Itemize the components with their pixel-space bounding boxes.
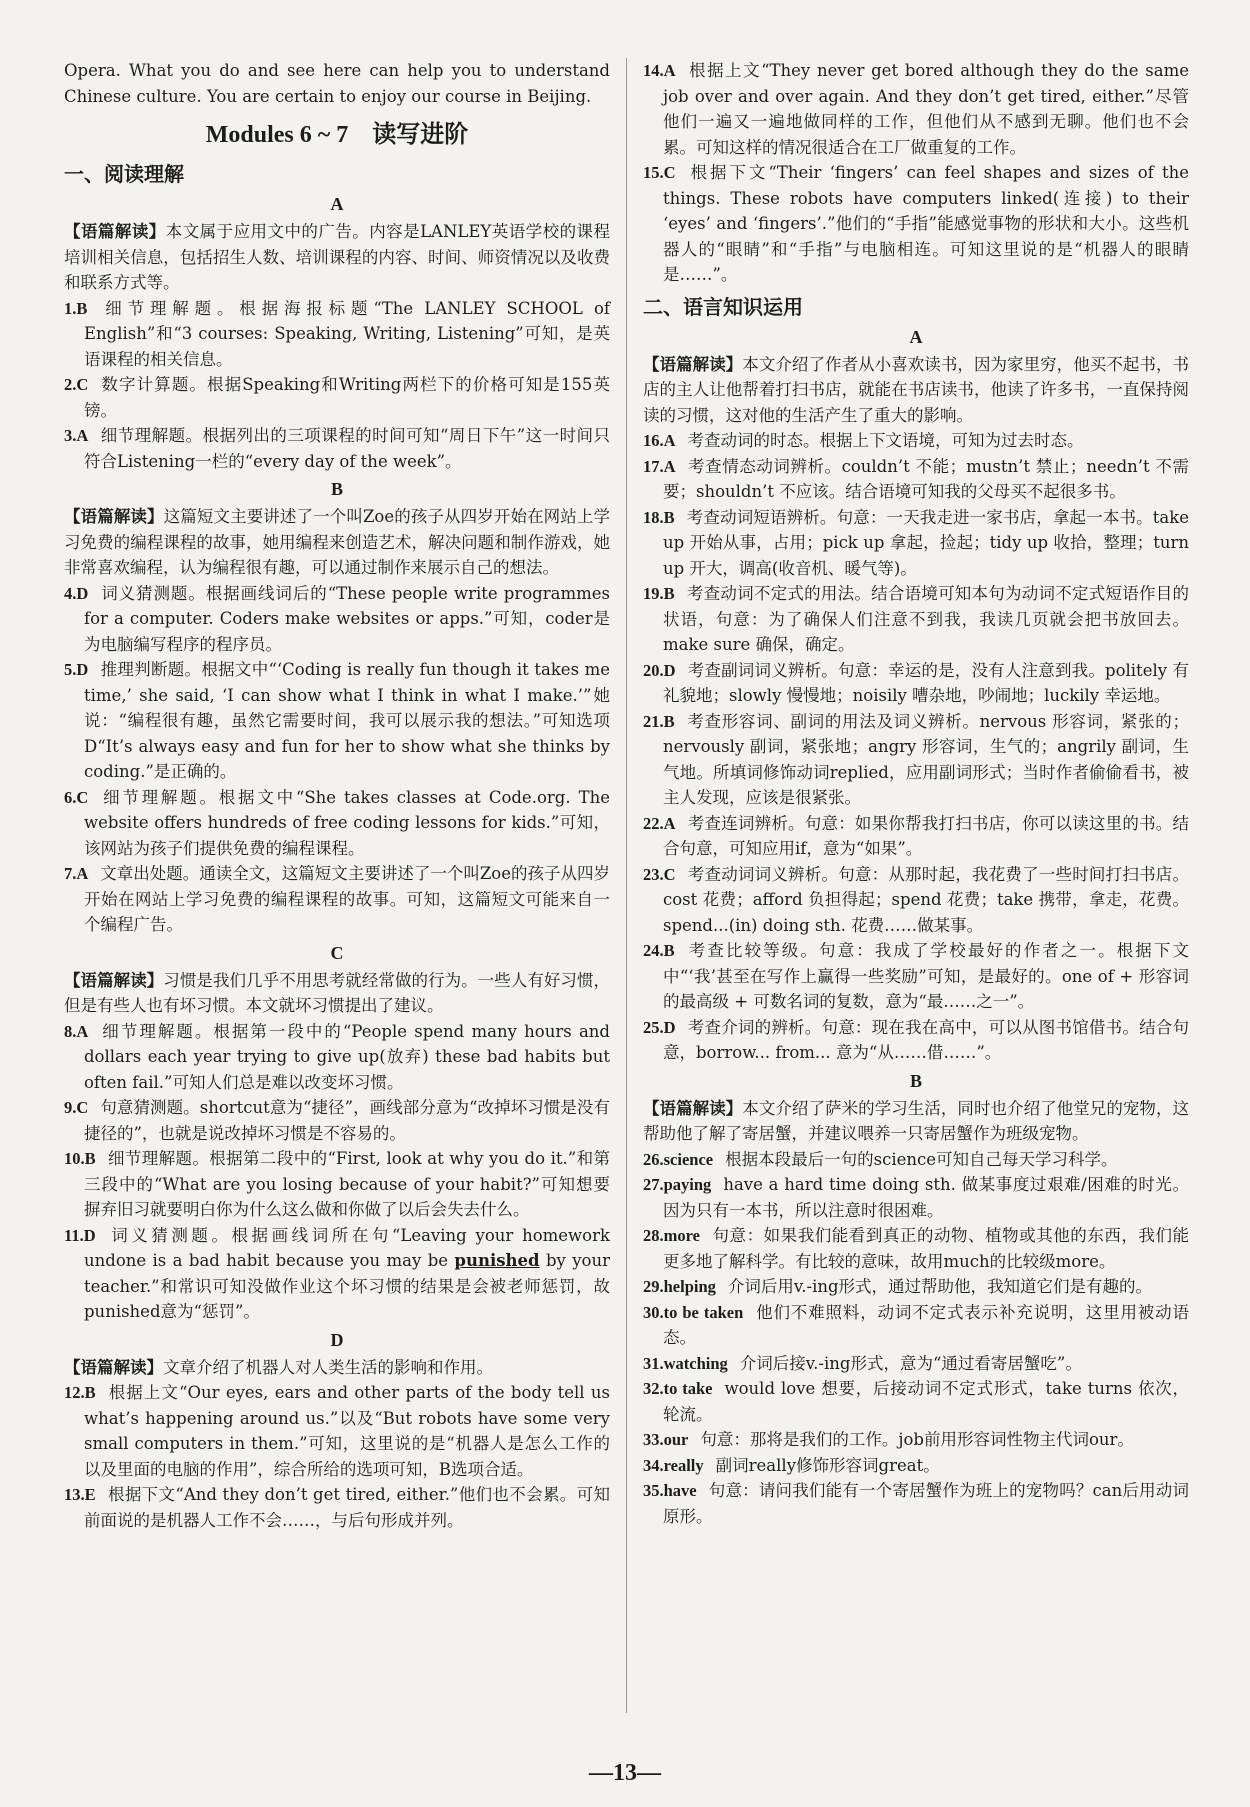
analysis-tag: 【语篇解读】 [64,222,166,241]
analysis-tag: 【语篇解读】 [64,1357,163,1377]
analysis-tag: 【语篇解读】 [64,507,164,526]
analysis-text: 文章介绍了机器人对人类生活的影响和作用。 [163,1357,493,1377]
item-text: 句意：请问我们能有一个寄居蟹作为班上的宠物吗？can后用动词原形。 [663,1481,1189,1526]
item-text: 句意：那将是我们的工作。job前用形容词性物主代词our。 [700,1430,1134,1449]
item-text: 考查形容词、副词的用法及词义辨析。nervous 形容词，紧张的；nervously 副词，紧张地；angry 形容词，生气的；angrily 副词，生气地。所填词修饰动词replied，应用副词形式；当时作者偷偷看书，被主人发现，应该是很紧张。 [663,711,1189,807]
item-answer: B [663,507,675,527]
passage-letter-a: A [330,194,344,214]
item-text: 考查情态动词辨析。couldn’t 不能；mustn’t 禁止；needn’t 不需要；shouldn’t 不应该。结合语境可知我的父母买不起很多书。 [663,456,1189,501]
item-answer: B [663,941,675,960]
answer-item [643,938,1189,1015]
item-text: would love 想要，后接动词不定式形式，take turns 依次，轮流。 [663,1379,1189,1424]
item-text: 考查副词词义辨析。句意：幸运的是，没有人注意到我。politely 有礼貌地；slowly 慢慢地；noisily 嘈杂地，吵闹地；luckily 幸运地。 [663,660,1189,705]
item-number: 11. [64,1225,84,1245]
answer-list [64,581,610,938]
analysis-text: 习惯是我们几乎不用思考就经常做的行为。一些人有好习惯，但是有些人也有坏习惯。本文就坏习惯提出了建议。 [64,970,610,1015]
answer-item [64,581,610,658]
item-number: 16. [643,431,664,450]
passage-letter-d: D [330,1329,344,1350]
passage-letter-c: C [330,942,344,963]
item-text: 根据下文“Their ‘fingers’ can feel shapes and sizes of the things. These robots have computers linked(连接) to their ‘eyes’ and ‘fingers’.”他们的“手指”能感觉事物的形状和大小。这些机器人的“眼睛”和“手指”与电脑相连。可知这里说的是“机器人的眼睛是……”。 [663,163,1189,284]
answer-item [643,1427,1189,1453]
item-number: 9. [64,1098,77,1117]
item-answer: D [663,1017,676,1037]
item-answer: E [84,1485,96,1504]
item-answer: paying [663,1175,712,1194]
answer-item [64,372,610,423]
item-answer: really [663,1455,704,1475]
item-number: 14. [643,61,664,80]
answer-item [64,861,610,938]
item-answer: D [83,1225,96,1245]
item-number: 27. [643,1175,664,1194]
section-title-language: 二、语言知识运用 [643,294,803,319]
item-number: 4. [64,583,77,603]
answer-item [643,658,1189,709]
item-number: 32. [643,1379,664,1398]
passage-analysis [64,219,610,296]
page-number: —13— [589,1760,661,1786]
item-text: 细节理解题。根据文中“She takes classes at Code.org. The website offers hundreds of free coding lessons for kids.”可知，该网站为孩子们提供免费的编程课程。 [84,787,610,858]
item-answer: our [663,1430,689,1449]
item-answer: C [76,375,89,394]
passage-analysis [64,1355,610,1381]
item-text: 考查动词词义辨析。句意：从那时起，我花费了一些时间打扫书店。cost 花费；afford 负担得起；spend 花费；take 携带，拿走，花费。spend...(in) doing sth. 花费……做某事。 [663,864,1189,935]
item-number: 22. [643,813,664,833]
section-title-reading: 一、阅读理解 [64,162,184,186]
item-text: 介词后接v.-ing形式，意为“通过看寄居蟹吃”。 [739,1353,1082,1373]
answer-item [643,160,1189,288]
item-text: 介词后用v.-ing形式，通过帮助他，我知道它们是有趣的。 [727,1277,1153,1296]
item-number: 13. [64,1485,85,1504]
answer-item [643,428,1189,454]
item-answer: D [76,660,89,679]
item-number: 17. [643,456,664,476]
analysis-text: 这篇短文主要讲述了一个叫Zoe的孩子从四岁开始在网站上学习免费的编程课程的故事，她用编程来创造艺术，解决问题和制作游戏，她非常喜欢编程，认为编程很有趣，可以通过制作来展示自己的想法。 [64,507,611,577]
item-number: 23. [643,864,664,884]
item-text: have a hard time doing sth. 做某事度过艰难/困难的时光。因为只有一本书，所以注意时很困难。 [663,1175,1189,1220]
item-answer: A [76,864,89,883]
analysis-tag: 【语篇解读】 [643,354,743,374]
item-answer: B [84,1383,96,1402]
answer-item [643,1223,1189,1274]
answer-item [643,58,1189,160]
answer-item [643,1300,1189,1351]
answer-list [64,296,610,475]
item-text: 细节理解题。根据第一段中的“People spend many hours and dollars each year trying to give up(放弃) these bad habits but often fail.”可知人们总是难以改变坏习惯。 [84,1021,610,1092]
item-answer: to be taken [663,1302,744,1322]
item-text: 根据上文“Our eyes, ears and other parts of the body tell us what’s happening around us.”以及“But robots have some very small computers in them.”可知，这里说的是“机器人是怎么工作的以及里面的电脑的作用”，综合所给的选项可知，B选项合适。 [84,1383,610,1479]
answer-item [64,1146,610,1223]
item-text: 推理判断题。根据文中“‘Coding is really fun though it takes me time,’ she said, ‘I can show what I think in what I make.’”她说：“编程很有趣，虽然它需要时间，我可以展示我的想法。”可知选项D“It’s always easy and fun for her to show what she thinks by coding.”是正确的。 [84,660,610,781]
answer-list [64,1019,610,1223]
item-number: 30. [643,1302,664,1322]
answer-item [643,454,1189,505]
answer-item [643,709,1189,811]
item-text: 根据下文“And they don’t get tired, either.”他们也不会累。可知前面说的是机器人工作不会……，与后句形成并列。 [84,1485,610,1530]
passage-analysis [643,352,1189,429]
item-number: 20. [643,660,664,680]
passage-analysis [64,968,610,1019]
item-answer: B [663,711,675,731]
answer-item [643,811,1189,862]
item-text: 副词really修饰形容词great。 [715,1455,940,1475]
item-text: 词义猜测题。根据画线词所在句“Leaving your homework undone is a bad habit because you may be [84,1225,610,1270]
item-answer: B [76,298,88,318]
item-text: 他们不难照料，动词不定式表示补充说明，这里用被动语态。 [663,1302,1190,1347]
item-answer: C [663,864,676,884]
answer-item [64,657,610,785]
item-number: 24. [643,941,664,960]
item-text: 句意：如果我们能看到真正的动物、植物或其他的东西，我们能更多地了解科学。有比较的意味，故用much的比较级more。 [663,1226,1189,1271]
item-answer: B [663,584,675,603]
item-number: 19. [643,584,664,603]
item-text: 根据上文“They never get bored although they do the same job over and over again. And they don’t get tired, either.”尽管他们一遍又一遍地做同样的工作，但他们从不感到无聊。他们也不会累。可知这样的情况很适合在工厂做重复的工作。 [663,61,1189,157]
answer-item [643,581,1189,658]
answer-item [643,1147,1189,1173]
item-number: 6. [64,787,77,807]
answer-item [64,1095,610,1146]
item-number: 15. [643,163,664,182]
item-number: 10. [64,1149,85,1168]
item-number: 35. [643,1481,664,1500]
item-answer: have [663,1481,697,1500]
item-number: 33. [643,1430,664,1449]
answer-item [643,1351,1189,1377]
item-text: 考查比较等级。句意：我成了学校最好的作者之一。根据下文中“‘我’甚至在写作上赢得一些奖励”可知，是最好的。one of + 形容词的最高级 + 可数名词的复数，意为“最……之一”。 [663,941,1189,1011]
item-answer: D [663,660,676,680]
intro-text: Opera. What you do and see here can help you to understand Chinese culture. You are certain to enjoy our course in Beijing. [64,61,610,106]
item-answer: B [84,1149,96,1168]
item-answer: C [663,163,676,182]
item-answer: C [76,1098,89,1117]
analysis-text: 本文介绍了萨米的学习生活，同时也介绍了他堂兄的宠物，这帮助他了解了寄居蟹，并建议喂养一只寄居蟹作为班级宠物。 [643,1098,1189,1143]
item-number: 18. [643,507,664,527]
item-answer: D [76,583,89,603]
answer-item [643,1015,1189,1066]
item-answer: A [76,426,89,445]
item-number: 5. [64,660,77,679]
answer-item [64,1482,610,1533]
underlined-word: punished [454,1251,540,1270]
answer-item [64,1019,610,1096]
answer-item [64,1223,610,1325]
item-answer: C [76,787,89,807]
item-answer: science [663,1149,714,1169]
left-column [64,58,610,1533]
item-text: 考查介词的辨析。句意：现在我在高中，可以从图书馆借书。结合句意，borrow... from... 意为“从……借……”。 [663,1017,1189,1062]
answer-item [643,1376,1189,1427]
item-number: 3. [64,426,77,445]
item-text: 根据本段最后一句的science可知自己每天学习科学。 [725,1149,1118,1169]
item-text: 细节理解题。根据第二段中的“First, look at why you do it.”和第三段中的“What are you losing because of your habit?”可知想要摒弃旧习就要明白你为什么这么做和你做了以后会失去什么。 [84,1149,610,1219]
passage-letter-b: B [330,479,343,499]
item-text: 细节理解题。根据列出的三项课程的时间可知“周日下午”这一时间只符合Listening一栏的“every day of the week”。 [84,426,610,471]
answer-list [643,58,1189,288]
right-column [643,58,1189,1529]
item-text: 文章出处题。通读全文，这篇短文主要讲述了一个叫Zoe的孩子从四岁开始在网站上学习免费的编程课程的故事。可知，这篇短文可能来自一个编程广告。 [84,864,610,934]
column-divider [626,58,627,1713]
item-answer: more [663,1226,700,1245]
answer-item [64,785,610,862]
answer-item [643,1274,1189,1300]
item-number: 34. [643,1455,664,1475]
item-number: 25. [643,1017,664,1037]
item-number: 21. [643,711,664,731]
item-number: 12. [64,1383,85,1402]
item-text: 考查动词不定式的用法。结合语境可知本句为动词不定式短语作目的状语，句意：为了确保人们注意不到我，我读几页就会把书放回去。make sure 确保，确定。 [663,584,1189,654]
passage-analysis [643,1096,1189,1147]
item-answer: to take [663,1379,713,1398]
analysis-text: 本文介绍了作者从小喜欢读书，因为家里穷，他买不起书，书店的主人让他帮着打扫书店，就能在书店读书，他读了许多书，一直保持阅读的习惯，这对他的生活产生了重大的影响。 [643,354,1189,425]
item-answer: helping [663,1277,716,1296]
item-answer: A [663,456,676,476]
item-text: 细节理解题。根据海报标题“The LANLEY SCHOOL of English”和“3 courses: Speaking, Writing, Listening”可知，是英语课程的相关信息。 [84,298,610,369]
item-answer: A [76,1021,89,1041]
item-text: 词义猜测题。根据画线词后的“These people write programmes for a computer. Coders make websites or apps.”可知，coder是为电脑编写程序的程序员。 [84,583,610,654]
answer-item [643,1453,1189,1479]
item-number: 7. [64,864,77,883]
item-text: 考查连词辨析。句意：如果你帮我打扫书店，你可以读这里的书。结合句意，可知应用if，意为“如果”。 [663,813,1189,858]
item-number: 1. [64,298,77,318]
item-text: by your teacher.”和常识可知没做作业这个坏习惯的结果是会被老师惩罚，故punished意为“惩罚”。 [84,1251,610,1321]
item-number: 28. [643,1226,664,1245]
item-text: 句意猜测题。shortcut意为“捷径”，画线部分意为“改掉坏习惯是没有捷径的”，也就是说改掉坏习惯是不容易的。 [84,1098,610,1143]
answer-item [643,1172,1189,1223]
answer-item [64,296,610,373]
passage-analysis [64,504,610,581]
item-answer: A [663,61,676,80]
analysis-text: 本文属于应用文中的广告。内容是LANLEY英语学校的课程培训相关信息，包括招生人数、培训课程的内容、时间、师资情况以及收费和联系方式等。 [64,222,610,292]
item-text: 考查动词短语辨析。句意：一天我走进一家书店，拿起一本书。take up 开始从事，占用；pick up 拿起，捡起；tidy up 收拾，整理；turn up 开大，调高(收音机、暖气等)。 [663,507,1189,578]
item-number: 31. [643,1353,664,1373]
passage-letter-b: B [909,1070,922,1091]
item-number: 26. [643,1149,664,1169]
passage-letter-a: A [909,326,923,347]
answer-list [64,1380,610,1533]
answer-list [643,1147,1189,1530]
item-text: 数字计算题。根据Speaking和Writing两栏下的价格可知是155英镑。 [84,375,610,420]
answer-item [643,505,1189,582]
analysis-tag: 【语篇解读】 [643,1098,743,1118]
answer-item [643,862,1189,939]
item-number: 29. [643,1277,664,1296]
item-answer: A [663,431,676,450]
item-number: 2. [64,375,77,394]
item-number: 8. [64,1021,77,1041]
item-answer: A [663,813,676,833]
answer-item [64,1380,610,1482]
answer-item [64,423,610,474]
answer-list [643,428,1189,1066]
answer-item [643,1478,1189,1529]
module-title: Modules 6 ~ 7 读写进阶 [205,122,469,148]
analysis-tag: 【语篇解读】 [64,970,164,990]
item-text: 考查动词的时态。根据上下文语境，可知为过去时态。 [687,431,1084,450]
item-answer: watching [663,1353,728,1373]
